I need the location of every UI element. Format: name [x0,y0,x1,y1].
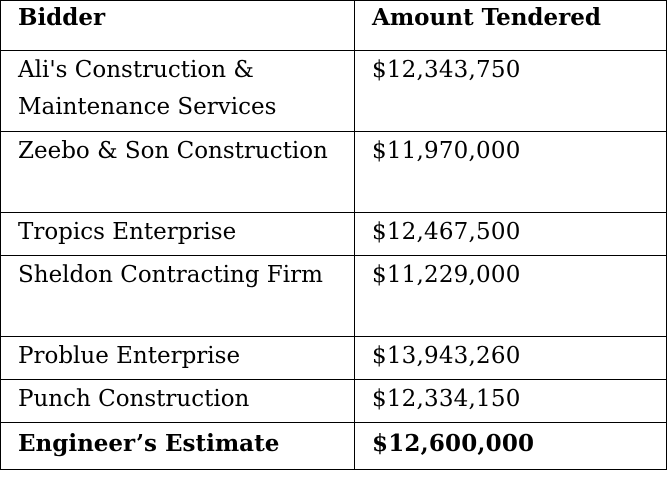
table-row [1,380,667,423]
bidder-cell: Zeebo & Son Construction [1,132,355,213]
bidder-cell: Punch Construction [1,380,355,423]
amount-cell: $12,467,500 [355,213,667,256]
bidder-cell: Problue Enterprise [1,337,355,380]
amount-cell: $12,334,150 [355,380,667,423]
table-row [1,51,667,132]
amount-cell: $12,343,750 [355,51,667,132]
bidder-cell: Tropics Enterprise [1,213,355,256]
estimate-row [1,423,667,470]
amount-cell: $11,229,000 [355,256,667,337]
bidder-cell: Sheldon Contracting Firm [1,256,355,337]
estimate-label: Engineer’s Estimate [1,423,355,470]
column-header-amount: Amount Tendered [355,1,667,51]
table-row [1,132,667,213]
table-row [1,256,667,337]
bidder-cell: Ali's Construction & Maintenance Services [1,51,355,132]
estimate-amount: $12,600,000 [355,423,667,470]
table-header-row [1,1,667,51]
table-row [1,213,667,256]
table-row [1,337,667,380]
amount-cell: $11,970,000 [355,132,667,213]
amount-cell: $13,943,260 [355,337,667,380]
column-header-bidder: Bidder [1,1,355,51]
